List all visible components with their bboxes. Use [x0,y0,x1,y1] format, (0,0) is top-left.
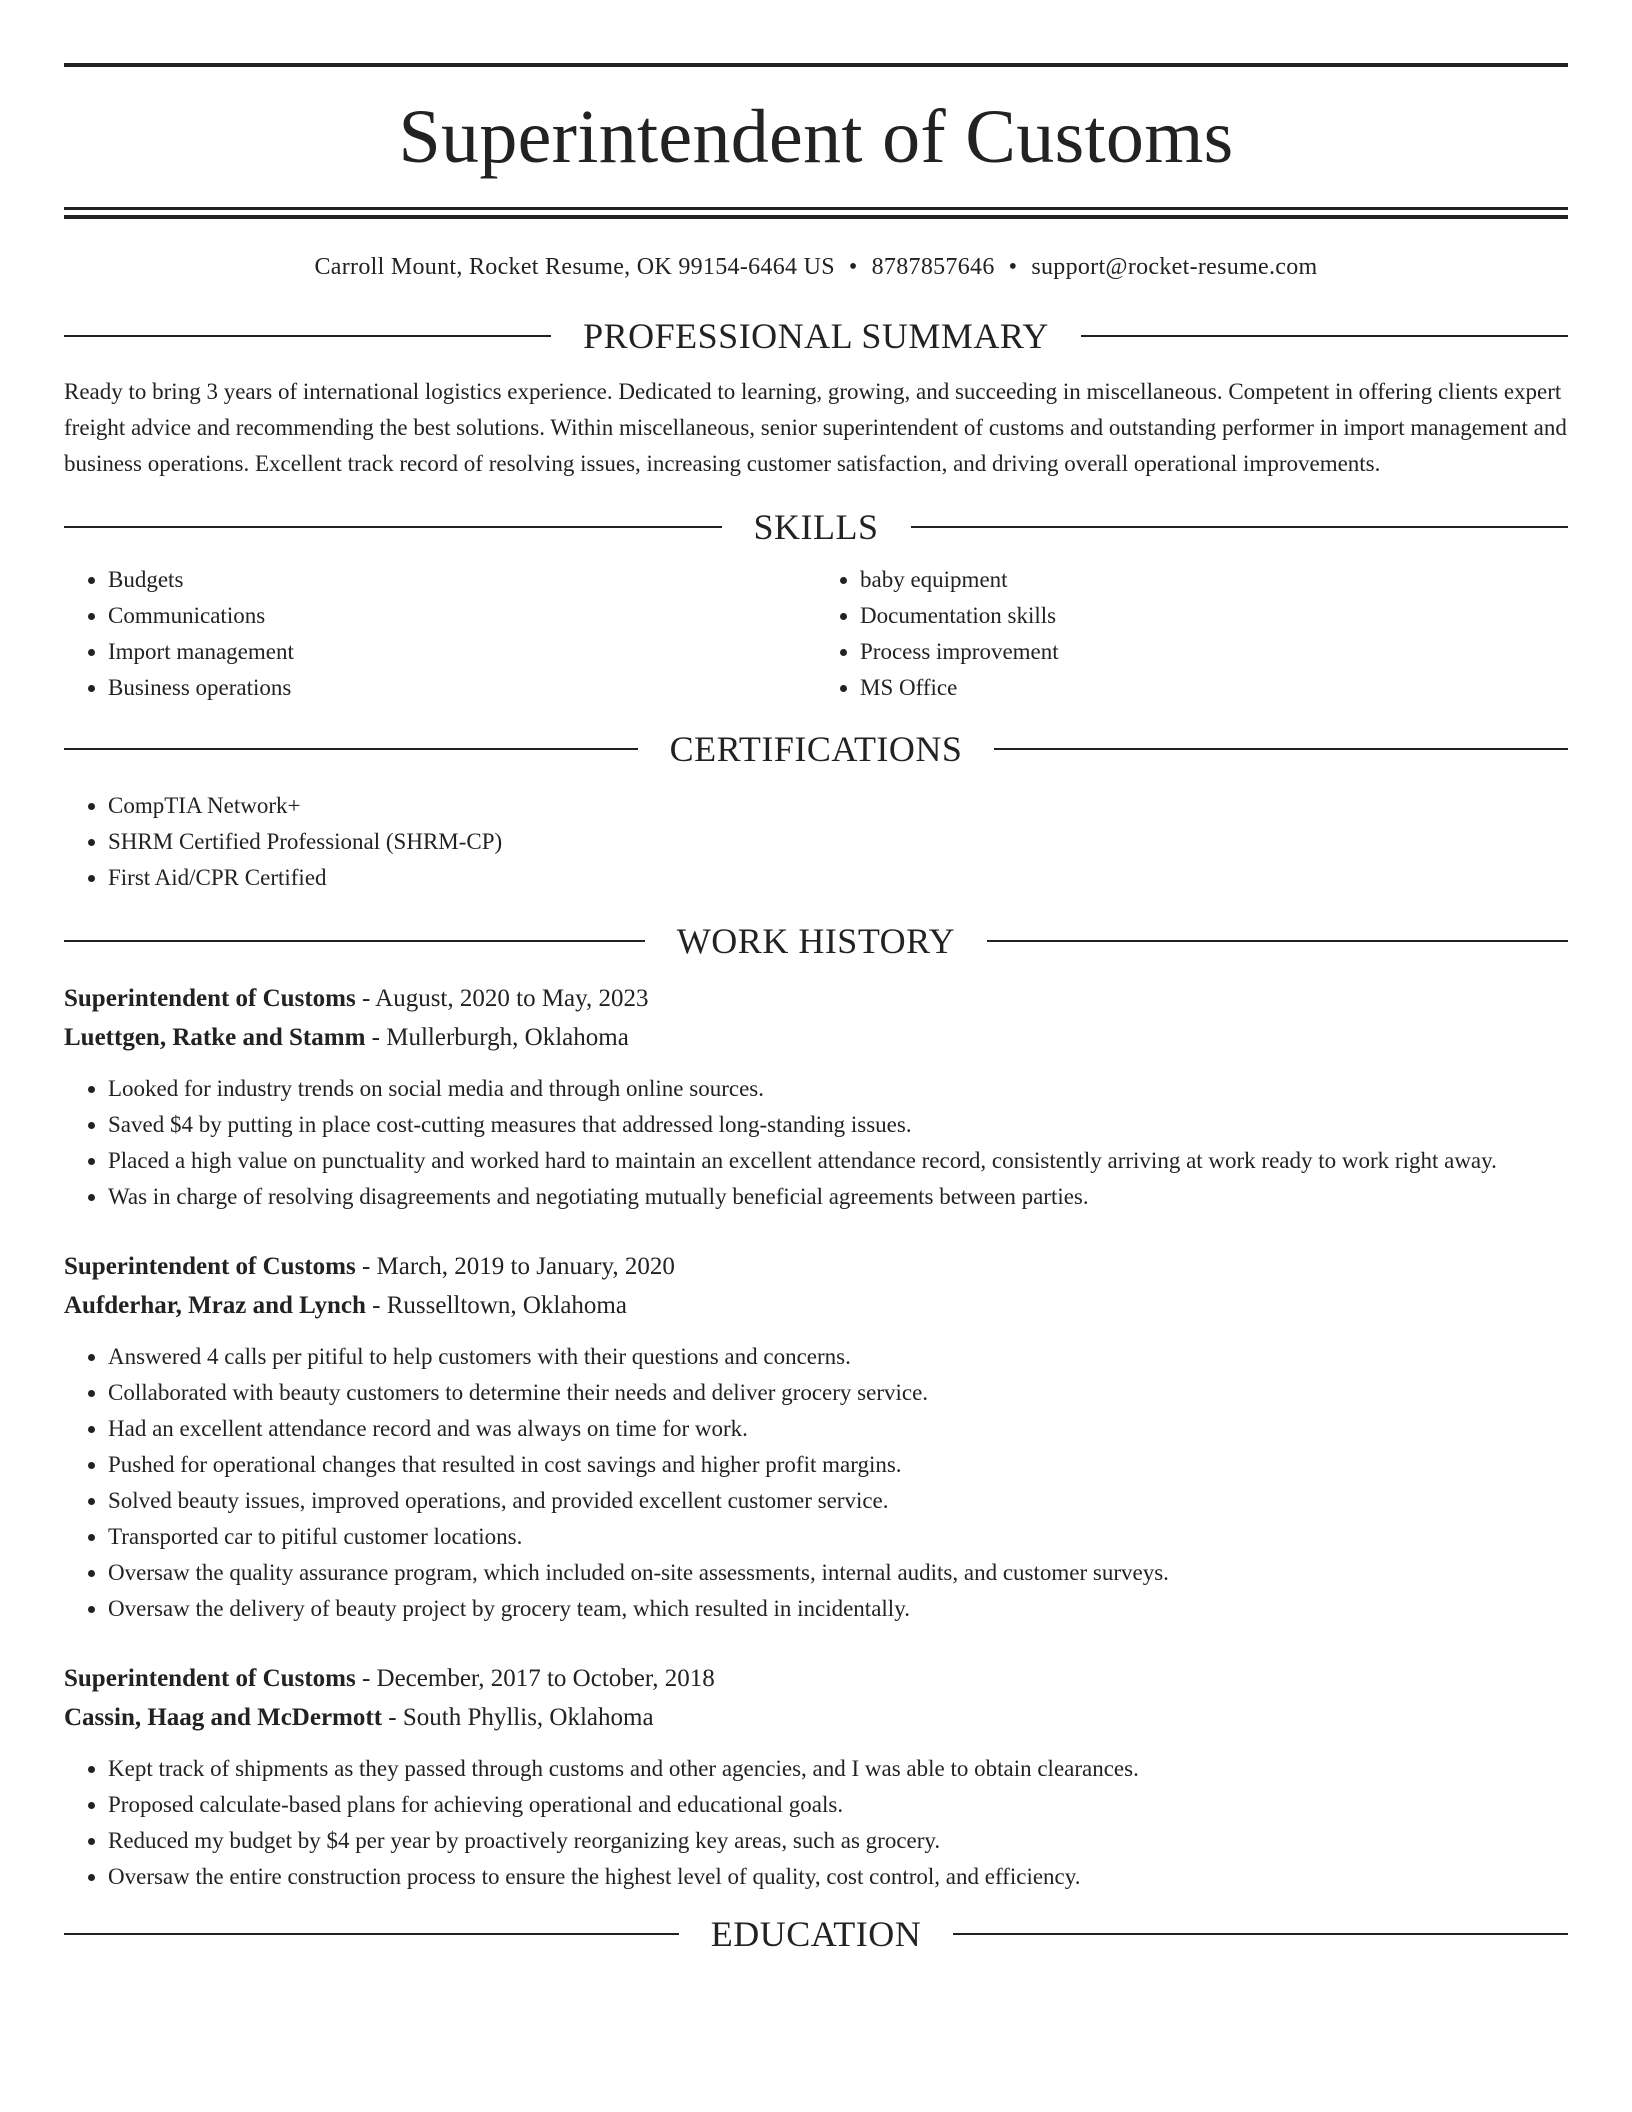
job-duty: • Reduced my budget by $4 per year by proactively reorganizing key areas, such as grocery. [108,1823,1568,1859]
job-duty: • Placed a high value on punctuality and worked hard to maintain an excellent attendance record, consistently arriving at work ready to work right away. [108,1143,1568,1179]
heading-rule [953,1933,1568,1935]
job-duties [64,1339,1568,1627]
job-duty: • Oversaw the delivery of beauty project by grocery team, which resulted in incidentally. [108,1591,1568,1627]
skills-column-left [64,562,816,706]
heading-rule [64,940,645,942]
job-title: Superintendent of Customs [64,985,356,1012]
job-company: Aufderhar, Mraz and Lynch [64,1292,366,1319]
job-entry [64,979,1568,1215]
section-heading-summary [64,315,1568,357]
job-duty: • Collaborated with beauty customers to determine their needs and deliver grocery service. [108,1375,1568,1411]
job-duty: • Looked for industry trends on social media and through online sources. [108,1071,1568,1107]
section-heading-skills [64,506,1568,548]
section-heading-certifications [64,728,1568,770]
section-title: PROFESSIONAL SUMMARY [583,316,1049,356]
skill-item: • Communications [108,598,816,634]
heading-rule [994,748,1568,750]
job-duties [64,1071,1568,1215]
heading-rule [1081,335,1568,337]
contact-separator: • [848,254,858,280]
heading-rule [911,526,1569,528]
heading-rule [64,526,722,528]
job-title-line [64,979,1568,1018]
title-double-rule [64,207,1568,219]
job-duty: • Saved $4 by putting in place cost-cutting measures that addressed long-standing issues. [108,1107,1568,1143]
job-dates: - March, 2019 to January, 2020 [355,1253,675,1280]
contact-line [64,251,1568,283]
job-company: Cassin, Haag and McDermott [64,1704,383,1731]
job-duty: • Answered 4 calls per pitiful to help customers with their questions and concerns. [108,1339,1568,1375]
job-duty: • Had an excellent attendance record and was always on time for work. [108,1411,1568,1447]
skill-item: • Import management [108,634,816,670]
job-duty: • Proposed calculate-based plans for achieving operational and educational goals. [108,1787,1568,1823]
job-company-line [64,1286,1568,1325]
certification-item: • First Aid/CPR Certified [108,860,1568,896]
job-title-line [64,1247,1568,1286]
job-duty: • Was in charge of resolving disagreements and negotiating mutually beneficial agreements between parties. [108,1179,1568,1215]
certification-item: • CompTIA Network+ [108,788,1568,824]
skill-item: • MS Office [860,670,1568,706]
skill-item: • Budgets [108,562,816,598]
heading-rule [64,748,638,750]
top-rule [64,63,1568,67]
contact-separator: • [1008,254,1018,280]
section-title: EDUCATION [710,1914,922,1954]
job-dates: - December, 2017 to October, 2018 [355,1665,715,1692]
summary-text: Ready to bring 3 years of international logistics experience. Dedicated to learning, growing, and succeeding in miscellaneous. Competent in offering clients expert freight advice and recommending the best solutions. Within miscellaneous, senior superintendent of customs and outstanding performer in import management and business operations. Excellent track record of resolving issues, increasing customer satisfaction, and driving overall operational improvements. [64,379,1567,476]
contact-address: Carroll Mount, Rocket Resume, OK 99154-6464 US [314,254,835,280]
heading-rule [987,940,1568,942]
job-location: - Mullerburgh, Oklahoma [365,1024,629,1051]
section-title: WORK HISTORY [676,921,956,961]
section-heading-work-history [64,920,1568,962]
job-duty: • Oversaw the quality assurance program, which included on-site assessments, internal audits, and customer surveys. [108,1555,1568,1591]
job-company-line [64,1698,1568,1737]
job-entry [64,1659,1568,1895]
certification-item: • SHRM Certified Professional (SHRM-CP) [108,824,1568,860]
job-company: Luettgen, Ratke and Stamm [64,1024,366,1051]
job-duty: • Solved beauty issues, improved operations, and provided excellent customer service. [108,1483,1568,1519]
job-location: - South Phyllis, Oklahoma [382,1704,654,1731]
contact-email: support@rocket-resume.com [1031,254,1318,280]
skill-item: • Process improvement [860,634,1568,670]
skill-item: • baby equipment [860,562,1568,598]
certifications-list [64,788,1568,896]
job-title: Superintendent of Customs [64,1253,356,1280]
contact-phone: 8787857646 [871,254,995,280]
skills-list [64,548,1568,706]
skill-item: • Business operations [108,670,816,706]
skill-item: • Documentation skills [860,598,1568,634]
job-location: - Russelltown, Oklahoma [365,1292,627,1319]
job-title-line [64,1659,1568,1698]
section-title: SKILLS [753,507,879,547]
section-heading-education [64,1913,1568,1955]
heading-rule [64,335,551,337]
job-company-line [64,1018,1568,1057]
job-duty: • Oversaw the entire construction process to ensure the highest level of quality, cost control, and efficiency. [108,1859,1568,1895]
page-title: Superintendent of Customs [398,95,1234,179]
heading-rule [64,1933,679,1935]
job-duty: • Transported car to pitiful customer locations. [108,1519,1568,1555]
job-duty: • Pushed for operational changes that resulted in cost savings and higher profit margins. [108,1447,1568,1483]
job-duty: • Kept track of shipments as they passed through customs and other agencies, and I was able to obtain clearances. [108,1751,1568,1787]
skills-column-right [816,562,1568,706]
job-entry [64,1247,1568,1627]
job-dates: - August, 2020 to May, 2023 [355,985,649,1012]
job-duties [64,1751,1568,1895]
job-title: Superintendent of Customs [64,1665,356,1692]
section-title: CERTIFICATIONS [669,729,963,769]
